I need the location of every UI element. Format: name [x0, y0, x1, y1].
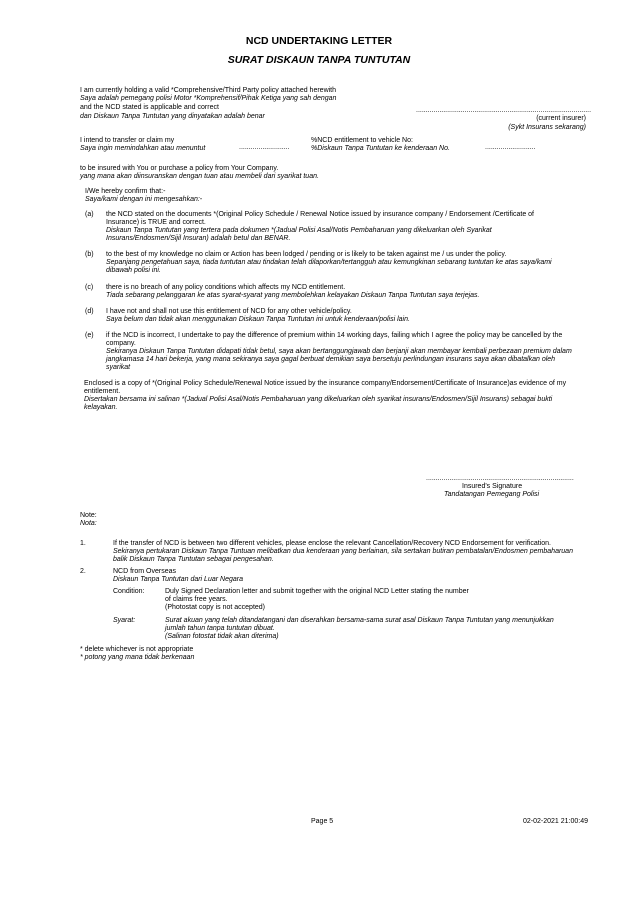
- signature-label-ms: Tandatangan Pemegang Polisi: [444, 491, 540, 498]
- condition-line-2: of claims free years.: [165, 596, 228, 603]
- current-insurer-ms: (Sykt Insurans sekarang): [508, 124, 586, 131]
- intro-line1: I am currently holding a valid *Comprehensive/Third Party policy attached herewith: [80, 87, 337, 94]
- insurer-dots: ..........................................................................................: [416, 107, 592, 114]
- page-subtitle: SURAT DISKAUN TANPA TUNTUTAN: [227, 54, 411, 66]
- insured-line-ms: yang mana akan diinsuranskan dengan tuan atau membeli dari syarikat tuan.: [80, 173, 319, 180]
- intro-line2-ms: dan Diskaun Tanpa Tuntutan yang dinyatakan adalah benar: [80, 113, 265, 120]
- page-title: NCD UNDERTAKING LETTER: [245, 35, 393, 47]
- note-label-ms: Nota:: [80, 520, 97, 527]
- item-label: (e): [85, 332, 94, 339]
- condition-line-1: Duly Signed Declaration letter and submit together with the original NCD Letter stating the number: [165, 588, 469, 595]
- transfer-line: I intend to transfer or claim my: [80, 137, 175, 144]
- item-label: (d): [85, 308, 94, 315]
- page-number: Page 5: [311, 818, 334, 825]
- item-text: to the best of my knowledge no claim or Action has been lodged / pending or is likely to be taken against me / us under the policy.: [106, 251, 507, 258]
- enclosed-text-ms: Disertakan bersama ini salinan *(Jadual Polisi Asal/Notis Pembaharuan yang dikeluarkan oleh syarikat insurans/Endosmen/Sijil Insurans) sebagai bukti kelayakan.: [84, 396, 553, 411]
- intro-line2: and the NCD stated is applicable and correct: [80, 104, 219, 111]
- item-label: (a): [85, 211, 94, 218]
- condition-label: Condition:: [113, 588, 145, 595]
- ncd-label: %NCD entitlement to vehicle No:: [311, 137, 413, 144]
- intro-line1-ms: Saya adalah pemegang polisi Motor *Komprehensif/Pihak Ketiga yang sah dengan: [80, 95, 337, 102]
- confirm-line-ms: Saya/kami dengan ini mengesahkan:-: [85, 196, 203, 203]
- insured-line: to be insured with You or purchase a policy from Your Company.: [80, 165, 279, 172]
- item-text-ms: Diskaun Tanpa Tuntutan yang tertera pada dokumen *(Jadual Polisi Asal/Notis Pembaharuan yang dikeluarkan oleh Syarikat Insurans/Endosmen/Sijil Insuran) adalah betul dan BENAR.: [106, 227, 492, 242]
- ncd-label-ms: %Diskaun Tanpa Tuntutan ke kenderaan No.: [311, 145, 450, 152]
- signature-line: ............................................................................: [426, 475, 574, 482]
- syarat-label: Syarat:: [113, 617, 136, 624]
- footnote: * delete whichever is not appropriate: [80, 646, 194, 653]
- item-text-ms: Saya belum dan tidak akan menggunakan Diskaun Tanpa Tuntutan ini untuk kenderaan/polisi lain.: [106, 316, 410, 323]
- note-2-number: 2.: [80, 568, 86, 575]
- note-1-number: 1.: [80, 540, 86, 547]
- note-2-text: NCD from Overseas: [113, 568, 177, 575]
- item-text-ms: Tiada sebarang pelanggaran ke atas syarat-syarat yang membolehkan kelayakan Diskaun Tanpa Tuntutan saya terjejas.: [106, 292, 480, 299]
- note-1-text: If the transfer of NCD is between two different vehicles, please enclose the relevant Cancellation/Recovery NCD Endorsement for verification.: [113, 540, 551, 547]
- item-text: the NCD stated on the documents *(Original Policy Schedule / Renewal Notice issued by insurance company / Endorsement /Certificate of Insurance) is TRUE and correct.: [106, 211, 534, 226]
- item-text: if the NCD is incorrect, I undertake to pay the difference of premium within 14 working days, failing which I agree the policy may be cancelled by the company.: [106, 332, 563, 347]
- enclosed-text: Enclosed is a copy of *(Original Policy Schedule/Renewal Notice issued by the insurance company/Endorsement/Certificate of Insurance)as evidence of my entitlement.: [84, 380, 567, 395]
- syarat-line-1: Surat akuan yang telah ditandatangani dan diserahkan bersama-sama surat asal Diskaun Tanpa Tuntutan yang menunjukkan: [165, 617, 554, 624]
- footnote-ms: * potong yang mana tidak berkenaan: [80, 654, 195, 661]
- print-timestamp: 02-02-2021 21:00:49: [523, 818, 588, 825]
- note-label: Note:: [80, 512, 97, 519]
- item-text-ms: Sepanjang pengetahuan saya, tiada tuntutan atau tindakan telah dilaporkan/tertangguh atau kemungkinan sebarang tuntutan ke atas saya/kami dibawah polisi ini.: [106, 259, 552, 274]
- note-2-text-ms: Diskaun Tanpa Tuntutan dari Luar Negara: [113, 576, 243, 583]
- item-label: (c): [85, 284, 94, 291]
- current-insurer: (current insurer): [536, 115, 586, 122]
- syarat-line-2: jumlah tahun tanpa tuntutan dibuat.: [165, 625, 275, 632]
- item-label: (b): [85, 251, 94, 258]
- transfer-line-ms: Saya ingin memindahkan atau menuntut: [80, 145, 206, 152]
- vehicle-no-dots: ..........................: [485, 144, 536, 151]
- item-text-ms: Sekiranya Diskaun Tanpa Tuntutan didapati tidak betul, saya akan bertanggungjawab dan berjanji akan membayar kembali perbezaan premium dalam jangkamasa 14 hari bekerja, yang mana sekiranya saya gagal berbuat demikian saya bersetuju perlindungan insurans saya akan dibatalkan oleh syarikat: [106, 348, 572, 371]
- syarat-line-3: (Salinan fotostat tidak akan diterima): [165, 633, 279, 640]
- item-text: I have not and shall not use this entitlement of NCD for any other vehicle/policy.: [106, 308, 352, 315]
- signature-label: Insured's Signature: [462, 483, 523, 490]
- note-1-text-ms: Sekiranya pertukaran Diskaun Tanpa Tuntuan melibatkan dua kenderaan yang berlainan, sila sertakan butiran pembatalan/Endosmen pembaharuan balik Diskaun Tanpa Tuntutan sebagai pengesahan.: [113, 548, 573, 563]
- condition-line-3: (Photostat copy is not accepted): [165, 604, 265, 611]
- transfer-dots: ..........................: [239, 144, 290, 151]
- confirm-line: I/We hereby confirm that:-: [85, 188, 166, 195]
- item-text: there is no breach of any policy conditions which affects my NCD entitlement.: [106, 284, 346, 291]
